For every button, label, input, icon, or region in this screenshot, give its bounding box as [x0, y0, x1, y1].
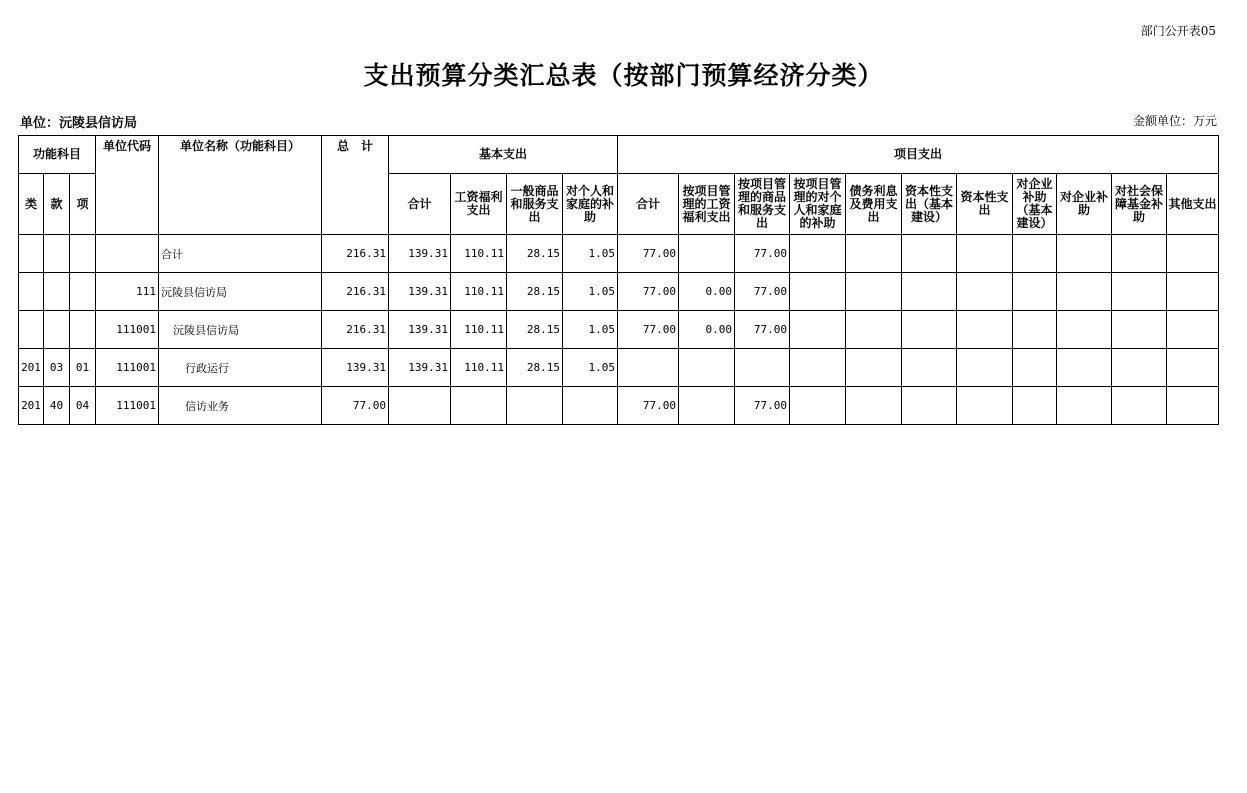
- money-unit: 金额单位：万元: [1132, 114, 1217, 128]
- basic-value-cell: 139.31: [389, 235, 451, 273]
- table-row: [19, 311, 1219, 349]
- project-value-cell: [957, 311, 1013, 349]
- basic-value-cell: [389, 387, 451, 425]
- project-value-cell: [735, 349, 790, 387]
- project-value-cell: [1057, 235, 1112, 273]
- basic-value-cell: [507, 387, 563, 425]
- project-value-cell: [902, 311, 957, 349]
- basic-value-cell: [563, 387, 618, 425]
- project-col-header: 按项目管理的对个人和家庭的补助: [790, 174, 846, 235]
- project-value-cell: [790, 387, 846, 425]
- project-value-cell: [790, 235, 846, 273]
- lei-cell: 201: [19, 387, 44, 425]
- project-value-cell: [957, 387, 1013, 425]
- total-cell: 77.00: [322, 387, 389, 425]
- project-value-cell: [846, 235, 902, 273]
- project-value-cell: 77.00: [735, 387, 790, 425]
- project-value-cell: [679, 235, 735, 273]
- kuan-cell: [44, 311, 70, 349]
- project-value-cell: [846, 311, 902, 349]
- total-cell: 216.31: [322, 273, 389, 311]
- project-col-header: 资本性支出（基本建设）: [902, 174, 957, 235]
- project-col-header: 对社会保障基金补助: [1112, 174, 1167, 235]
- project-value-cell: [1013, 273, 1057, 311]
- project-value-cell: [1013, 349, 1057, 387]
- xiang-cell: [70, 273, 96, 311]
- basic-value-cell: 1.05: [563, 349, 618, 387]
- basic-col-header: 对个人和家庭的补助: [563, 174, 618, 235]
- kuan-cell: [44, 273, 70, 311]
- project-value-cell: 77.00: [618, 387, 679, 425]
- basic-value-cell: 110.11: [451, 349, 507, 387]
- project-value-cell: 77.00: [735, 311, 790, 349]
- project-value-cell: [1013, 311, 1057, 349]
- reporting-unit: 单位：沅陵县信访局: [20, 116, 138, 131]
- project-value-cell: [1057, 349, 1112, 387]
- project-value-cell: [1167, 235, 1219, 273]
- unit-code-cell: [96, 235, 159, 273]
- project-value-cell: [679, 349, 735, 387]
- project-value-cell: [1167, 273, 1219, 311]
- project-value-cell: [1112, 349, 1167, 387]
- total-cell: 216.31: [322, 235, 389, 273]
- project-col-header: 合计: [618, 174, 679, 235]
- project-value-cell: 0.00: [679, 273, 735, 311]
- unit-code-header: 单位代码: [96, 136, 159, 235]
- project-col-header: 对企业补助: [1057, 174, 1112, 235]
- lei-cell: [19, 311, 44, 349]
- basic-col-header: 合计: [389, 174, 451, 235]
- project-value-cell: [790, 349, 846, 387]
- project-value-cell: [846, 387, 902, 425]
- table-row: [19, 387, 1219, 425]
- project-col-header: 债务利息及费用支出: [846, 174, 902, 235]
- xiang-header: 项: [70, 174, 96, 235]
- basic-expense-header: 基本支出: [389, 136, 618, 174]
- xiang-cell: [70, 235, 96, 273]
- project-value-cell: [1013, 387, 1057, 425]
- unit-name-cell: 合计: [159, 235, 322, 273]
- project-col-header: 其他支出: [1167, 174, 1219, 235]
- basic-value-cell: 139.31: [389, 311, 451, 349]
- total-cell: 139.31: [322, 349, 389, 387]
- project-value-cell: [902, 235, 957, 273]
- basic-value-cell: 28.15: [507, 349, 563, 387]
- kuan-cell: 40: [44, 387, 70, 425]
- project-value-cell: [846, 349, 902, 387]
- project-value-cell: [1057, 387, 1112, 425]
- project-value-cell: [957, 349, 1013, 387]
- total-cell: 216.31: [322, 311, 389, 349]
- project-value-cell: [1167, 311, 1219, 349]
- project-value-cell: [1112, 273, 1167, 311]
- project-value-cell: [902, 273, 957, 311]
- basic-value-cell: 139.31: [389, 349, 451, 387]
- project-value-cell: [1013, 235, 1057, 273]
- xiang-cell: 04: [70, 387, 96, 425]
- project-value-cell: 77.00: [618, 273, 679, 311]
- project-value-cell: [902, 349, 957, 387]
- form-number: 部门公开表05: [1140, 24, 1216, 38]
- project-col-header: 对企业补助（基本建设）: [1013, 174, 1057, 235]
- project-value-cell: [902, 387, 957, 425]
- table-row: [19, 235, 1219, 273]
- kuan-cell: 03: [44, 349, 70, 387]
- project-col-header: 按项目管理的商品和服务支出: [735, 174, 790, 235]
- project-value-cell: [1112, 311, 1167, 349]
- lei-cell: [19, 273, 44, 311]
- lei-header: 类: [19, 174, 44, 235]
- project-expense-header: 项目支出: [618, 136, 1219, 174]
- project-value-cell: [1057, 273, 1112, 311]
- xiang-cell: 01: [70, 349, 96, 387]
- project-col-header: 按项目管理的工资福利支出: [679, 174, 735, 235]
- project-value-cell: [1167, 349, 1219, 387]
- unit-name-cell: 行政运行: [159, 349, 322, 387]
- unit-name-cell: 沅陵县信访局: [159, 311, 322, 349]
- basic-value-cell: 1.05: [563, 273, 618, 311]
- basic-col-header: 一般商品和服务支出: [507, 174, 563, 235]
- project-value-cell: [957, 273, 1013, 311]
- unit-code-cell: 111: [96, 273, 159, 311]
- basic-value-cell: 28.15: [507, 311, 563, 349]
- project-value-cell: [957, 235, 1013, 273]
- project-value-cell: 0.00: [679, 311, 735, 349]
- project-value-cell: 77.00: [735, 235, 790, 273]
- project-value-cell: [1167, 387, 1219, 425]
- table-row: [19, 273, 1219, 311]
- project-value-cell: 77.00: [735, 273, 790, 311]
- project-value-cell: [618, 349, 679, 387]
- total-header: 总 计: [322, 136, 389, 235]
- basic-value-cell: 139.31: [389, 273, 451, 311]
- basic-value-cell: 110.11: [451, 235, 507, 273]
- header-row-1: [19, 136, 1219, 174]
- kuan-header: 款: [44, 174, 70, 235]
- project-value-cell: 77.00: [618, 235, 679, 273]
- project-value-cell: [1112, 387, 1167, 425]
- basic-value-cell: 110.11: [451, 273, 507, 311]
- basic-value-cell: 1.05: [563, 235, 618, 273]
- project-value-cell: [1057, 311, 1112, 349]
- unit-code-cell: 111001: [96, 349, 159, 387]
- project-value-cell: [790, 311, 846, 349]
- lei-cell: 201: [19, 349, 44, 387]
- basic-value-cell: 110.11: [451, 311, 507, 349]
- basic-value-cell: 28.15: [507, 273, 563, 311]
- kuan-cell: [44, 235, 70, 273]
- unit-code-cell: 111001: [96, 387, 159, 425]
- basic-value-cell: 1.05: [563, 311, 618, 349]
- lei-cell: [19, 235, 44, 273]
- unit-name-cell: 沅陵县信访局: [159, 273, 322, 311]
- basic-value-cell: [451, 387, 507, 425]
- xiang-cell: [70, 311, 96, 349]
- basic-col-header: 工资福利支出: [451, 174, 507, 235]
- func-subject-header: 功能科目: [19, 136, 96, 174]
- project-value-cell: 77.00: [618, 311, 679, 349]
- page-title: 支出预算分类汇总表（按部门预算经济分类）: [363, 61, 884, 90]
- project-value-cell: [846, 273, 902, 311]
- unit-code-cell: 111001: [96, 311, 159, 349]
- project-value-cell: [679, 387, 735, 425]
- table-row: [19, 349, 1219, 387]
- project-value-cell: [790, 273, 846, 311]
- project-col-header: 资本性支出: [957, 174, 1013, 235]
- project-value-cell: [1112, 235, 1167, 273]
- basic-value-cell: 28.15: [507, 235, 563, 273]
- unit-name-cell: 信访业务: [159, 387, 322, 425]
- budget-table: [18, 135, 1219, 425]
- unit-name-header: 单位名称（功能科目）: [159, 136, 322, 235]
